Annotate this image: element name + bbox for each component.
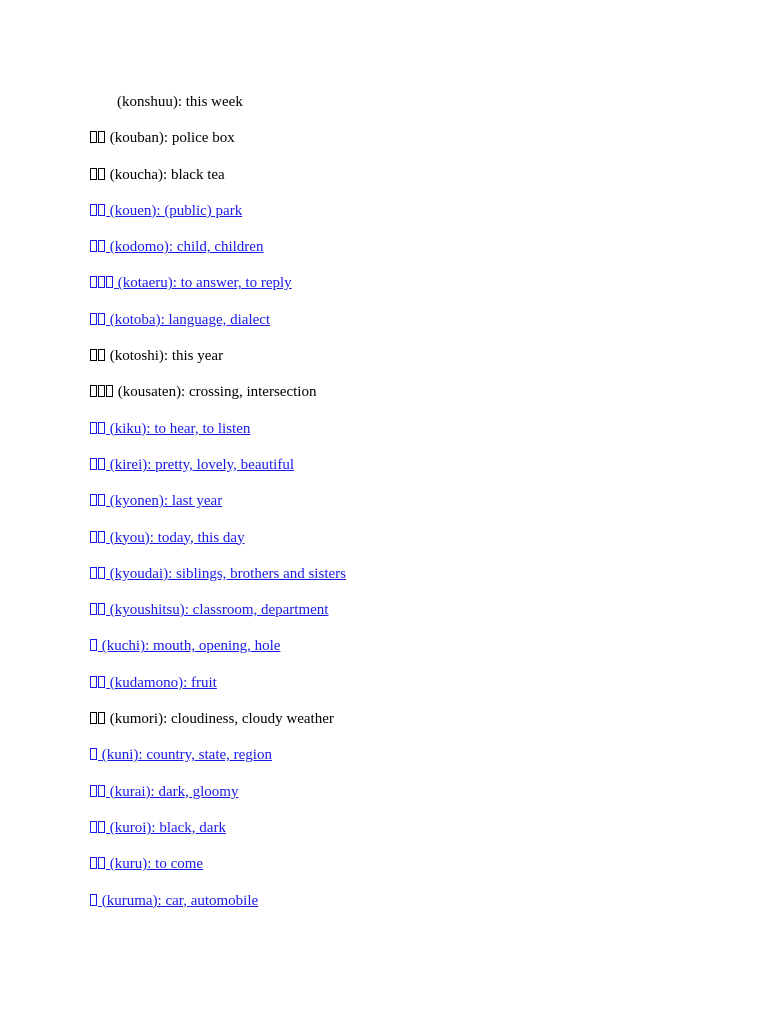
vocab-entry-text: (koucha): black tea (109, 166, 225, 183)
vocab-link[interactable] (90, 820, 226, 836)
vocab-entry-text: (kuruma): car, automobile (101, 892, 259, 909)
vocab-entry[interactable] (90, 782, 346, 818)
vocab-entry-text: (kurai): dark, gloomy (109, 783, 239, 800)
missing-glyph-icon (98, 204, 105, 216)
missing-glyph-icon (90, 894, 97, 906)
missing-glyph-icon (90, 313, 97, 325)
vocab-entry[interactable] (90, 201, 346, 237)
vocab-link[interactable] (90, 856, 203, 872)
vocab-entry-text: (kirei): pretty, lovely, beautiful (109, 456, 294, 473)
missing-glyph-icon (90, 422, 97, 434)
vocab-entry[interactable] (90, 455, 346, 491)
vocab-entry[interactable] (90, 528, 346, 564)
missing-glyph-icon (98, 494, 105, 506)
vocab-link[interactable] (90, 893, 258, 909)
vocab-link[interactable] (90, 493, 222, 509)
vocab-entry (90, 709, 346, 745)
vocab-entry (90, 128, 346, 164)
missing-glyph-icon (98, 385, 105, 397)
vocab-entry-text: (kuru): to come (109, 856, 204, 873)
vocab-entry[interactable] (90, 564, 346, 600)
vocab-entry-text: (kuchi): mouth, opening, hole (101, 638, 281, 655)
vocab-entry-text: (kiku): to hear, to listen (109, 420, 251, 437)
vocab-entry-text: (kousaten): crossing, intersection (117, 384, 317, 401)
missing-glyph-icon (98, 458, 105, 470)
vocab-text (90, 167, 225, 183)
missing-glyph-icon (98, 567, 105, 579)
vocab-link[interactable] (90, 457, 294, 473)
missing-glyph-icon (90, 639, 97, 651)
missing-glyph-icon (90, 349, 97, 361)
missing-glyph-icon (90, 276, 97, 288)
vocab-entry[interactable] (90, 891, 346, 927)
vocab-text (90, 711, 334, 727)
vocab-entry[interactable] (90, 237, 346, 273)
vocab-entry-text: (konshuu): this week (117, 94, 243, 110)
vocab-entry-text: (kouban): police box (109, 130, 235, 147)
vocab-entry-text: (kyoudai): siblings, brothers and sisters (109, 565, 346, 582)
vocab-link[interactable] (90, 312, 270, 328)
vocab-link[interactable] (90, 747, 272, 763)
missing-glyph-icon (90, 240, 97, 252)
missing-glyph-icon (90, 168, 97, 180)
missing-glyph-icon (98, 785, 105, 797)
vocab-entry-text: (kouen): (public) park (109, 202, 243, 219)
vocab-entry-text: (kumori): cloudiness, cloudy weather (109, 711, 334, 728)
vocab-link[interactable] (90, 675, 217, 691)
vocab-entry (90, 92, 346, 128)
missing-glyph-icon (98, 676, 105, 688)
vocab-entry-text: (kyou): today, this day (109, 529, 245, 546)
vocab-text (117, 94, 243, 110)
vocab-entry[interactable] (90, 636, 346, 672)
vocab-link[interactable] (90, 203, 242, 219)
missing-glyph-icon (90, 857, 97, 869)
missing-glyph-icon (98, 313, 105, 325)
vocab-entry[interactable] (90, 745, 346, 781)
missing-glyph-icon (98, 168, 105, 180)
missing-glyph-icon (90, 458, 97, 470)
vocab-text (90, 348, 223, 364)
missing-glyph-icon (98, 712, 105, 724)
missing-glyph-icon (98, 349, 105, 361)
missing-glyph-icon (98, 131, 105, 143)
missing-glyph-icon (90, 131, 97, 143)
vocab-entry (90, 346, 346, 382)
vocab-text (90, 384, 316, 400)
missing-glyph-icon (90, 676, 97, 688)
missing-glyph-icon (106, 276, 113, 288)
missing-glyph-icon (98, 276, 105, 288)
vocab-entry[interactable] (90, 419, 346, 455)
missing-glyph-icon (90, 712, 97, 724)
missing-glyph-icon (90, 821, 97, 833)
vocab-entry-text: (kotaeru): to answer, to reply (117, 275, 292, 292)
missing-glyph-icon (98, 857, 105, 869)
missing-glyph-icon (90, 748, 97, 760)
vocab-entry[interactable] (90, 273, 346, 309)
vocab-entry[interactable] (90, 854, 346, 890)
vocab-entry[interactable] (90, 673, 346, 709)
missing-glyph-icon (98, 422, 105, 434)
vocab-link[interactable] (90, 784, 238, 800)
vocab-link[interactable] (90, 602, 328, 618)
vocab-entry[interactable] (90, 310, 346, 346)
missing-glyph-icon (90, 494, 97, 506)
missing-glyph-icon (98, 603, 105, 615)
missing-glyph-icon (106, 385, 113, 397)
vocab-entry-text: (kyonen): last year (109, 493, 223, 510)
vocab-link[interactable] (90, 530, 245, 546)
vocab-entry-text: (kuroi): black, dark (109, 819, 226, 836)
missing-glyph-icon (90, 385, 97, 397)
missing-glyph-icon (90, 567, 97, 579)
vocab-entry-text: (kodomo): child, children (109, 239, 264, 256)
missing-glyph-icon (90, 785, 97, 797)
missing-glyph-icon (90, 603, 97, 615)
vocab-entry-text: (kyoushitsu): classroom, department (109, 602, 329, 619)
vocab-entry[interactable] (90, 491, 346, 527)
vocab-entry-text: (kudamono): fruit (109, 674, 217, 691)
missing-glyph-icon (90, 531, 97, 543)
missing-glyph-icon (90, 204, 97, 216)
vocab-entry[interactable] (90, 600, 346, 636)
missing-glyph-icon (98, 240, 105, 252)
vocab-entry-text: (kotoba): language, dialect (109, 311, 271, 328)
vocabulary-list (90, 92, 346, 927)
vocab-link[interactable] (90, 239, 263, 255)
vocab-entry (90, 165, 346, 201)
vocab-link[interactable] (90, 638, 280, 654)
missing-glyph-icon (98, 821, 105, 833)
vocab-link[interactable] (90, 566, 346, 582)
vocab-entry-text: (kotoshi): this year (109, 348, 224, 365)
vocab-entry (90, 382, 346, 418)
missing-glyph-icon (98, 531, 105, 543)
vocab-entry[interactable] (90, 818, 346, 854)
vocab-entry-text: (kuni): country, state, region (101, 747, 272, 764)
vocab-text (90, 130, 235, 146)
vocab-link[interactable] (90, 275, 292, 291)
vocab-link[interactable] (90, 421, 250, 437)
